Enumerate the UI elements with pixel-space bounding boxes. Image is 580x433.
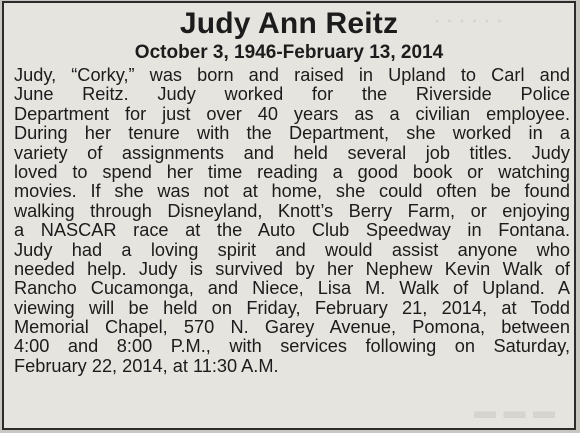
obituary-line: Judy had a loving spirit and would assist anyone who — [14, 240, 570, 260]
obituary-line: Department for just over 40 years as a civilian employee. — [14, 104, 570, 124]
obituary-line: Rancho Cucamonga, and Niece, Lisa M. Walk of Upland. A — [14, 279, 570, 299]
obituary-line: Judy, “Corky,” was born and raised in Upland to Carl and — [14, 66, 570, 85]
obituary-line: a NASCAR race at the Auto Club Speedway in Fontana. — [14, 221, 570, 241]
obituary-line: Memorial Chapel, 570 N. Garey Avenue, Pomona, between — [14, 318, 570, 338]
obituary-line: viewing will be held on Friday, February 21, 2014, at Todd — [14, 298, 570, 318]
reverse-side-bleed-bottom: ▬ ▬ ▬ — [474, 398, 556, 423]
obituary-line: variety of assignments and held several job titles. Judy — [14, 143, 570, 163]
obituary-body — [14, 66, 570, 376]
reverse-side-bleed-top: · · · · · · — [434, 11, 504, 31]
obituary-line: 4:00 and 8:00 P.M., with services following on Saturday, — [14, 337, 570, 357]
obituary-clipping — [2, 1, 576, 430]
obituary-line: movies. If she was not at home, she could often be found — [14, 182, 570, 202]
obituary-line: loved to spend her time reading a good book or watching — [14, 162, 570, 182]
obituary-line: needed help. Judy is survived by her Nephew Kevin Walk of — [14, 259, 570, 279]
obituary-line: walking through Disneyland, Knott’s Berry Farm, or enjoying — [14, 201, 570, 221]
obituary-name: Judy Ann Reitz — [179, 7, 399, 40]
obituary-line: During her tenure with the Department, she worked in a — [14, 124, 570, 144]
obituary-line: June Reitz. Judy worked for the Riverside Police — [14, 85, 570, 105]
obituary-dates: October 3, 1946-February 13, 2014 — [134, 42, 444, 63]
obituary-line: February 22, 2014, at 11:30 A.M. — [14, 356, 279, 376]
